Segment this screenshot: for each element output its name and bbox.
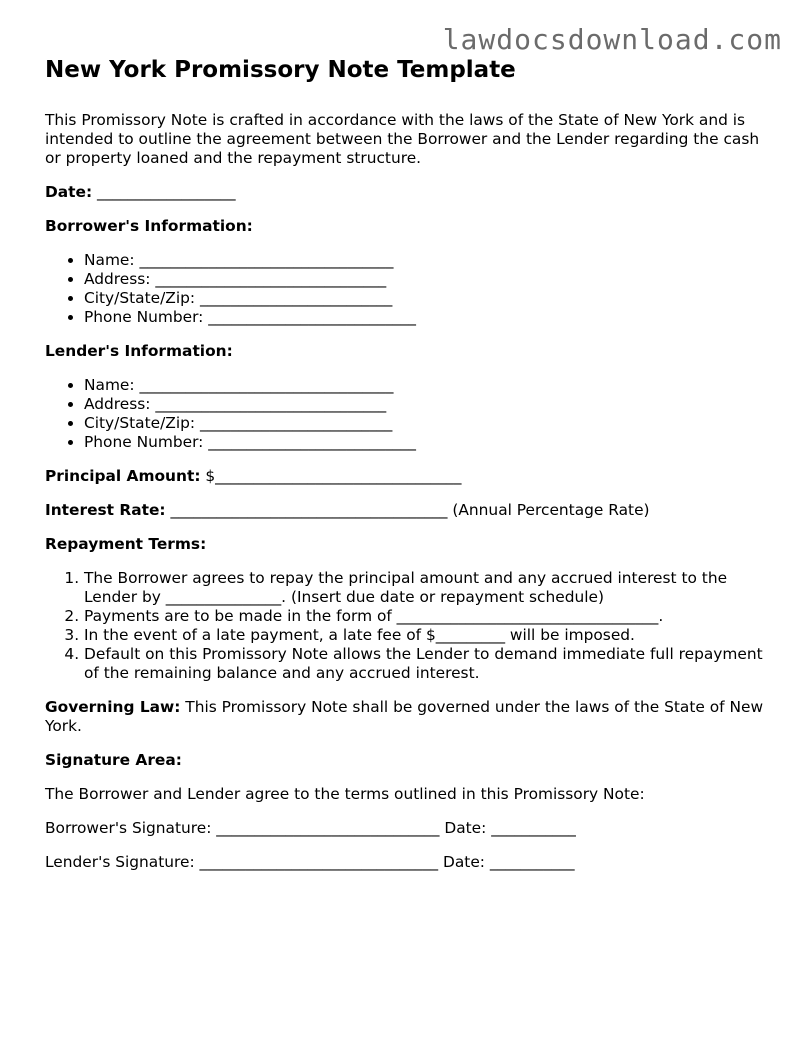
watermark: lawdocsdownload.com bbox=[442, 23, 782, 56]
lender-city-state-zip-field: • City/State/Zip: _________________________ bbox=[84, 414, 765, 433]
repayment-term: 1. The Borrower agrees to repay the principal amount and any accrued interest to the Lender by _______________. (Insert due date or repayment schedule) bbox=[84, 569, 765, 607]
repayment-term: 4. Default on this Promissory Note allows the Lender to demand immediate full repayment of the remaining balance and any accrued interest. bbox=[84, 645, 765, 683]
repayment-terms-list bbox=[45, 569, 765, 683]
document-body bbox=[45, 56, 765, 887]
governing-law-text: This Promissory Note shall be governed under the laws of the State of New York. bbox=[45, 698, 764, 735]
principal-blank: $________________________________ bbox=[200, 467, 462, 485]
lender-address-field: • Address: ______________________________ bbox=[84, 395, 765, 414]
interest-label: Interest Rate: bbox=[45, 501, 166, 519]
repayment-heading: Repayment Terms: bbox=[45, 535, 207, 553]
borrower-name-field: • Name: _________________________________ bbox=[84, 251, 765, 270]
intro-paragraph: This Promissory Note is crafted in accordance with the laws of the State of New York and is intended to outline the agreement between the Borrower and the Lender regarding the cash or property loaned and the repayment structure. bbox=[45, 111, 760, 167]
signature-intro: The Borrower and Lender agree to the terms outlined in this Promissory Note: bbox=[45, 785, 645, 803]
principal-label: Principal Amount: bbox=[45, 467, 201, 485]
governing-law-line bbox=[45, 698, 765, 736]
date-blank: __________________ bbox=[92, 183, 236, 201]
lender-signature-line: Lender's Signature: _______________________________ Date: ___________ bbox=[45, 853, 575, 871]
borrower-signature-line: Borrower's Signature: _____________________________ Date: ___________ bbox=[45, 819, 576, 837]
lender-heading: Lender's Information: bbox=[45, 342, 233, 360]
interest-line bbox=[45, 501, 765, 520]
interest-blank: ____________________________________ (Annual Percentage Rate) bbox=[165, 501, 650, 519]
document-title: New York Promissory Note Template bbox=[45, 57, 516, 83]
borrower-fields bbox=[45, 251, 765, 327]
principal-line bbox=[45, 467, 765, 486]
repayment-term: 2. Payments are to be made in the form of __________________________________. bbox=[84, 607, 765, 626]
governing-law-label: Governing Law: bbox=[45, 698, 181, 716]
lender-name-field: • Name: _________________________________ bbox=[84, 376, 765, 395]
lender-fields bbox=[45, 376, 765, 452]
borrower-address-field: • Address: ______________________________ bbox=[84, 270, 765, 289]
date-line bbox=[45, 183, 765, 202]
signature-heading: Signature Area: bbox=[45, 751, 182, 769]
borrower-city-state-zip-field: • City/State/Zip: _________________________ bbox=[84, 289, 765, 308]
date-label: Date: bbox=[45, 183, 93, 201]
borrower-heading: Borrower's Information: bbox=[45, 217, 253, 235]
repayment-term: 3. In the event of a late payment, a late fee of $_________ will be imposed. bbox=[84, 626, 765, 645]
borrower-phone-field: • Phone Number: ___________________________ bbox=[84, 308, 765, 327]
lender-phone-field: • Phone Number: ___________________________ bbox=[84, 433, 765, 452]
